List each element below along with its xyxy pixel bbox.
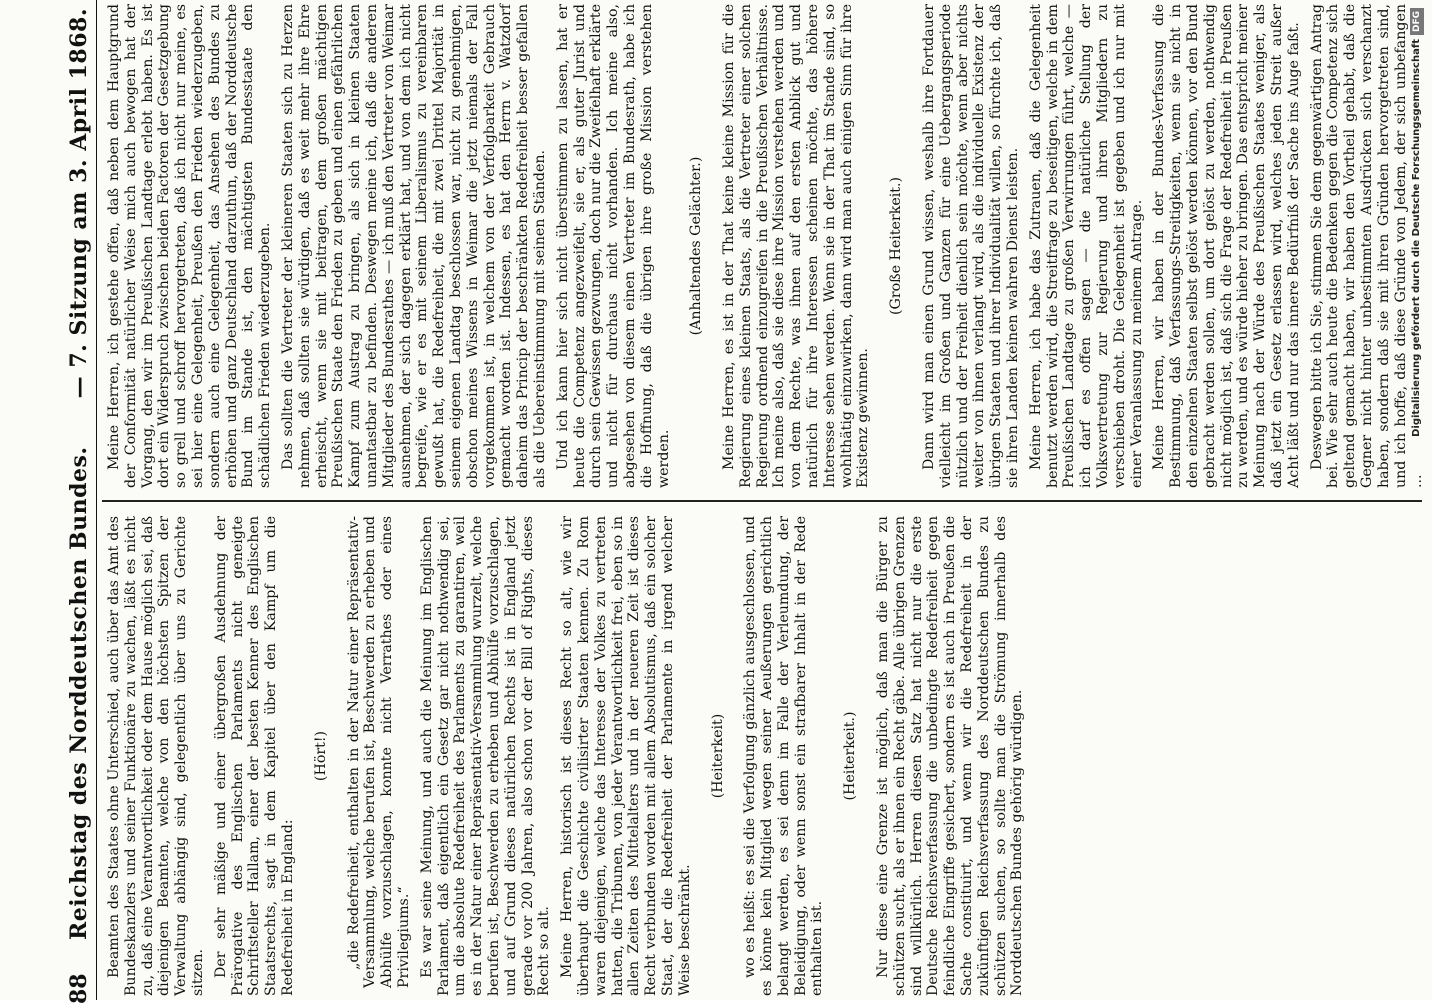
- digitization-credit: Digitalisierung gefördert durch die Deutsche Forschungsgemeinschaft: [1411, 39, 1422, 437]
- paragraph: Und ich kann hier sich nicht überstimmen zu lassen, hat er heute die Competenz angezweifelt, sie er, als guter Jurist und durch sein Gewissen gezwungen, doch nur die Zweifelhaft erklärte und nicht für durchaus nicht vorhanden. Ich meine also, abgesehen von diesem einen Vertreter im Bundesrath, habe ich die Hoffnung, daß die übrigen ihre große Mission verstehen werden.: [554, 4, 672, 488]
- text-column-right: [106, 4, 1432, 488]
- column-divider: [102, 501, 1422, 503]
- paragraph: Meine Herren, ich habe das Zutrauen, daß die Gelegenheit benutzt werden wird, die Streitfrage zu beseitigen, welche in dem Preußischen Landtage zu großen Verwirrungen führt, welche — ich darf es offen sagen — die natürliche Stellung der Volksvertretung zur Regierung und ihren Mitgliedern zu verschieben droht. Die Gelegenheit ist gegeben und ich nur mit einer Veranlassung zu meinem Antrage.: [1027, 4, 1145, 488]
- rotated-newspaper-page: [62, 0, 1432, 1004]
- header-title-right: — 7. Sitzung am 3. April 1868.: [66, 8, 92, 399]
- paragraph: Meine Herren, historisch ist dieses Recht so alt, wie wir überhaupt die Geschichte civilisirter Staaten kennen. Zu Rom waren diejenigen, welche das Interesse der Volkes zu vertreten hatten, die Tribunen, von jeder Verantwortlichkeit frei, eben so in allen Zeiten des Mittelalters und in der neueren Zeit ist dieses Recht verbunden worden mit allem Absolutismus, daß ein solcher Staat, der die Redefreiheit der Parlamente in irgend welcher Weise beschränkt.: [559, 516, 693, 996]
- paragraph: Meine Herren, es ist in der That keine kleine Mission für die Regierung eines kleinen Staats, als die Vertreter einer solchen Regierung ordnend einzugreifen in die Preußischen Verhältnisse. Ich meine also, daß sie diese ihre Mission verstehen werden und von dem Rechte, was ihnen auf den ersten Anblick gut und natürlich für ihre Interessen scheinen möchte, das höhere Interesse sehen werden. Wenn sie in der That im Stande sind, so wohlthätig einzuwirken, dann wird man auch einigen Sinn für ihre Existenz gewinnen.: [721, 4, 872, 488]
- interjection: (Heiterkeit): [709, 713, 726, 799]
- page-header: [62, 0, 97, 1004]
- paragraph: Das sollten die Vertreter der kleineren Staaten sich zu Herzen nehmen, daß sollten sie würdigen, daß es weit mehr ihre Ehre erheischt, wenn sie mit beitragen, dem großen mächtigen Preußischen Staate den Frieden zu geben und einen gefährlichen Kampf zum Austrag zu bringen, als sich in kleinen Staaten unantastbar zu befinden. Deswegen meine ich, daß die anderen Mitglieder des Bundesrathes — ich muß den Vertreter von Weimar ausnehmen, der sich dagegen erklärt hat, und von dem ich nicht begreife, wie er es mit seinem Liberalismus zu vereinbaren gewußt hat, die Redefreiheit, die mit zwei Drittel Majorität in seinem eigenen Landtag beschlossen war, nicht zu genehmigen, obschon meines Wissens in Weimar die jetzt niemals der Fall vorgekommen ist, in welchem von der Verfolgbarkeit Gebrauch gemacht worden ist. Indessen, es hat den Herrn v. Watzdorf daheim das Princip der beschränkten Redefreiheit besser gefallen als die Uebereinstimmung mit seinen Ständen.: [279, 4, 548, 488]
- interjection: (Hört!): [312, 730, 329, 782]
- paragraph: Nur diese eine Grenze ist möglich, daß man die Bürger zu schützen sucht, als er ihnen ein Recht gäbe. Alle übrigen Grenzen sind willkürlich. Herren diesen Satz hat nicht nur die erste Deutsche Reichsverfassung die unbedingte Redefreiheit gegen feindliche Eingriffe gesichert, sondern es ist auch in Preußen die Sache constituirt, und wenn wir die Redefreiheit in der zukünftigen Reichsverfassung des Norddeutschen Bundes zu schützen suchen, so sollte man die Strömung innerhalb des Norddeutschen Bundes gehörig würdigen.: [875, 516, 1026, 996]
- paragraph: wo es heißt: es sei die Verfolgung gänzlich ausgeschlossen, und es könne kein Mitglied wegen seiner Aeußerungen gerichtlich belangt werden, es sei denn im Falle der Verleumdung, der Beleidigung, oder wenn sonst ein strafbarer Inhalt in der Rede enthalten ist.: [742, 516, 826, 996]
- interjection: (Heiterkeit.): [842, 711, 859, 801]
- paragraph: Deswegen bitte ich Sie, stimmen Sie dem gegenwärtigen Antrag bei. Wie sehr auch heute die Bedenken gegen die Competenz sich geltend gemacht haben, wir haben den Vortheil gehabt, daß die Gegner nicht hinter unbestimmten Ausdrücken sich verschanzt haben, sondern daß sie mit ihren Gründen hervorgetreten sind, und ich hoffe, daß diese Gründe von Jedem, der sich unbefangen ...: [1308, 4, 1426, 488]
- paragraph: Der sehr mäßige und einer übergroßen Ausdehnung der Prärogative des Englischen Parlaments nicht geneigte Schriftsteller Hallam, einer der besten Kenner des Englischen Staatsrechts, sagt in dem Kapitel über den Kampf um die Redefreiheit in England:: [212, 516, 296, 996]
- dfg-logo: DFG: [1410, 8, 1424, 35]
- interjection: (Anhaltendes Gelächter.): [688, 156, 705, 336]
- digitization-credit-strip: [1406, 8, 1428, 992]
- paragraph-quote: „die Redefreiheit, enthalten in der Natur einer Repräsentativ-Versammlung, welche berufen ist, Beschwerden zu erheben und Abhülfe vorzuschlagen, konnte nicht Verrathes oder eines Privilegiums.“: [345, 516, 412, 988]
- text-column-left: [106, 516, 1032, 996]
- paragraph: Meine Herren, ich gestehe offen, daß neben dem Hauptgrund der Conformität natürlicher Weise mich auch bewogen hat der Vorgang, den wir im Preußischen Landtage erlebt haben. Es ist dort ein Widerspruch zwischen beiden Factoren der Gesetzgebung so grell und schroff hervorgetreten, daß ich nicht nur meine, es sei hier eine Gelegenheit, Preußen den Frieden wiederzugeben, sondern auch eine Gelegenheit, das Ansehen des Bundes zu erhöhen und ganz Deutschland darzuthun, daß der Norddeutsche Bund im Stande ist, den mächtigsten Bundesstaate den schädlichen Frieden wiederzugeben.: [106, 4, 274, 488]
- paragraph: Es war seine Meinung, und auch die Meinung im Englischen Parlament, daß eigentlich ein Gesetz gar nicht nothwendig sei, um die absolute Redefreiheit des Parlaments zu garantiren, weil es in der Natur einer Repräsentativ-Versammlung wurzelt, welche berufen ist, Beschwerden zu erheben und Abhülfe vorzuschlagen, und auf Grund dieses natürlichen Rechts ist in England jetzt gerade vor 200 Jahren, also schon vor der Bill of Rights, dieses Recht so alt.: [418, 516, 553, 996]
- header-title-left: Reichstag des Norddeutschen Bundes.: [66, 446, 92, 940]
- paragraph: Meine Herren, wir haben in der Bundes-Verfassung die Bestimmung, daß Verfassungs-Streitigkeiten, wenn sie nicht in den einzelnen Staaten selbst gelöst werden können, vor den Bund gebracht werden sollen, um dort gelöst zu werden, nothwendig nicht möglich ist, daß sich die Frage der Redefreiheit in Preußen zu werden, und es würde hieher zu bringen. Das entspricht meiner Meinung nach der Würde des Preußischen Staates weniger, als daß jetzt ein Gesetz erlassen wird, welches jeden Streit außer Acht läßt und nur das innere Bedürfniß der Sache ins Auge faßt.: [1151, 4, 1302, 488]
- interjection: (Große Heiterkeit.): [888, 176, 905, 316]
- page-number: 88: [66, 973, 92, 1004]
- paragraph: Dann wird man einen Grund wissen, weshalb ihre Fortdauer vielleicht im Großen und Ganzen für eine Uebergangsperiode nützlich und der Freiheit dienlich sein möchte, wenn aber nichts weiter von ihnen verlangt wird, als die individuelle Existenz der übrigen Staaten und ihrer Individualität willen, so fürchte ich, daß sie ihren Landen keinen wahren Dienst leisten.: [921, 4, 1022, 488]
- paragraph: Beamten des Staates ohne Unterschied, auch über das Amt des Bundeskanzlers und seiner Funktionäre zu wachen, läßt es nicht zu, daß eine Verantwortlichkeit oder dem Hause möglich sei, daß diejenigen Beamten, welche von den höchsten Spitzen der Verwaltung abhängig sind, gelegentlich über uns zu Gerichte sitzen.: [106, 516, 206, 996]
